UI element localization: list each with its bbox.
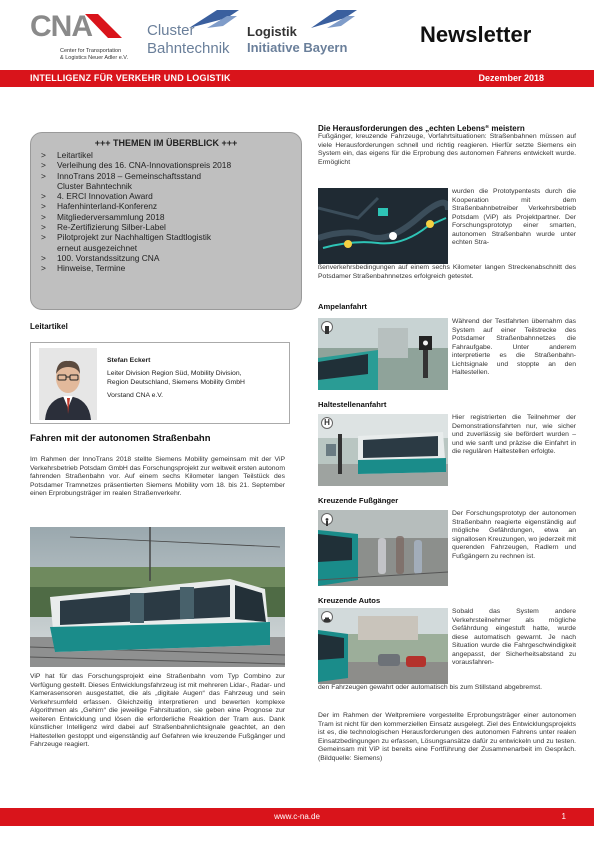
cna-logo-subline: Center for Transportation & Logistics Neuer Adler e.V. (60, 48, 128, 61)
themes-bullet: > (41, 201, 46, 212)
autos-paragraph-2: den Fahrzeugen gewahrt oder automatisch bis zum Stillstand abgebremst. (318, 684, 543, 691)
themes-item-label: InnoTrans 2018 – Gemeinschaftsstand (57, 170, 202, 181)
halte-photo (318, 414, 448, 486)
themes-item (31, 222, 301, 232)
logistik-wing-icon (309, 8, 359, 30)
halte-h-icon: H (321, 417, 333, 429)
cluster-logo-line2: Bahntechnik (147, 40, 230, 57)
themes-bullet: > (41, 191, 46, 202)
cna-logo-wordmark: CNA (30, 10, 92, 40)
tram-photo (30, 527, 285, 667)
autos-paragraph-1: Sobald das System andere Verkehrsteilnehmer als mögliche Gefährdung eingestuft hatte, wurde diese automatisch gewarnt. Je nach Situation wurde die Fahrgeschwindigkeit angepasst, der Sicherheitsabstand zu vorausfahren- (452, 608, 576, 666)
fuss-heading: Kreuzende Fußgänger (318, 496, 399, 505)
themes-item-label: erneut ausgezeichnet (57, 242, 138, 253)
author-role-1: Leiter Division Region Süd, Mobility Division, (107, 370, 242, 378)
themes-item-label: Re-Zertifizierung Silber-Label (57, 222, 166, 233)
tagline-band (0, 70, 594, 87)
cna-logo (30, 10, 140, 61)
themes-item (31, 253, 301, 263)
newsletter-title: Newsletter (420, 22, 532, 47)
themes-item (31, 243, 301, 253)
themes-item (31, 181, 301, 191)
article-heading: Fahren mit der autonomen Straßenbahn (30, 433, 211, 444)
halte-heading: Haltestellenanfahrt (318, 400, 387, 409)
author-name: Stefan Eckert (107, 357, 151, 364)
cluster-logo-line1: Cluster (147, 22, 195, 39)
themes-bullet: > (41, 232, 46, 243)
author-info (107, 357, 245, 401)
cluster-bahntechnik-logo (147, 8, 247, 57)
author-vorstand: Vorstand CNA e.V. (107, 392, 164, 400)
themes-item-label: 100. Vorstandssitzung CNA (57, 252, 160, 263)
themes-item-label: Hinweise, Termine (57, 263, 126, 274)
themes-item (31, 263, 301, 273)
challenges-paragraph-2: wurden die Prototypentests durch die Kooperation mit dem Straßenbahnbetreiber Verkehrsbetrieb Potsdam (ViP) als Projektpartner. Der Forschungsprototyp einer smarten, autonomen Straßenbahn wurde unter echten Stra- (452, 188, 576, 246)
themes-bullet: > (41, 211, 46, 222)
challenges-paragraph-3: ßenverkehrsbedingungen auf einem sechs Kilometer langen Streckenabschnitt des Potsdamer Straßenbahnnetzes erfolgreich getestet. (318, 264, 576, 280)
themes-bullet: > (41, 170, 46, 181)
ampel-heading: Ampelanfahrt (318, 302, 367, 311)
themes-bullet: > (41, 222, 46, 233)
article-intro: Im Rahmen der InnoTrans 2018 stellte Siemens Mobility gemeinsam mit der ViP Verkehrsbetrieb Potsdam GmbH das Forschungsprojekt zur weltweit ersten autonom fahrenden Straßenbahn vor. Auf einem sechs Kilometer langen Teilstück des Potsdamer Tramnetzes präsentierten Siemens Mobility vom 18. bis 21. September einen Erprobungsträger im realen Straßenverkehr. (30, 456, 285, 497)
challenges-paragraph-1: Fußgänger, kreuzende Fahrzeuge, Vorfahrtsituationen: Straßenbahnen müssen auf viele Herausforderungen schnell und richtig reagieren. Hierfür setzte Siemens ein System ein, das eigens für die Erprobung des autonomen Fahrens entwickelt wurde. Ermöglicht (318, 133, 576, 166)
autos-photo (318, 608, 448, 684)
footer-url[interactable]: www.c-na.de (274, 812, 320, 821)
pedestrian-icon (321, 513, 333, 525)
themes-bullet: > (41, 252, 46, 263)
themes-item-label: Cluster Bahntechnik (57, 180, 132, 191)
challenges-heading: Die Herausforderungen des „echten Lebens“ meistern (318, 124, 525, 133)
ampel-photo (318, 318, 448, 390)
themes-item (31, 171, 301, 181)
themes-item-label: Hafenhinterland-Konferenz (57, 201, 158, 212)
themes-item-label: Leitartikel (57, 150, 93, 160)
themes-item (31, 201, 301, 211)
issue-date: Dezember 2018 (478, 73, 544, 83)
leitartikel-heading: Leitartikel (30, 322, 68, 331)
ampel-paragraph: Während der Testfahrten übernahm das System auf einer Teilstrecke des Potsdamer Straßenbahnnetzes die Fahraufgabe. Unter anderem interpretierte es die Straßenbahn-Lichtsignale und stoppte an den Haltestellen. (452, 318, 576, 376)
themes-item-label: Mitgliederversammlung 2018 (57, 211, 165, 222)
article-vip-paragraph: ViP hat für das Forschungsprojekt eine Straßenbahn vom Typ Combino zur Verfügung gestellt. Dieses Entwicklungsfahrzeug ist mit mehreren Lidar-, Radar- und Kamerasensoren ausgestattet, die als „digitale Augen“ das Fahrzeug und sein Verkehrsumfeld erfassen. Gleichzeitig interpretieren und bewerten komplexe Algorithmen als „Gehirn“ die jeweilige Fahrsituation, sie geben eine Prognose zur weiteren Entwicklung und lösen die erforderliche Reaktion der Tram aus. Dank künstlicher Intelligenz wird dabei auf Straßenbahnlichtsignale geachtet, an den Haltestellen gestoppt und eigenständig auf Gefahren wie kreuzende Fußgänger und Fahrzeuge reagiert. (30, 673, 285, 748)
page-number: 1 (561, 812, 566, 821)
tagline: INTELLIGENZ FÜR VERKEHR UND LOGISTIK (30, 73, 231, 83)
author-photo (39, 348, 97, 420)
traffic-light-icon (321, 321, 333, 333)
themes-item (31, 232, 301, 242)
autos-paragraph-3: Der im Rahmen der Weltpremiere vorgestellte Erprobungsträger einer autonomen Tram ist nicht für den kommerziellen Einsatz ausgelegt. Ziel des Entwicklungsprojekts ist es, die technologischen Herausforderungen des autonomen Fahrens unter realen Einsatzbedingungen zu erfassen, Lösungsansätze dafür zu entwickeln und zu testen. Gemeinsam mit ViP ist bereits eine Fortführung der Zusammenarbeit im Gespräch. (Bildquelle: Siemens) (318, 712, 576, 762)
themes-item-label: Pilotprojekt zur Nachhaltigen Stadtlogistik (57, 232, 212, 243)
cluster-wing-icon (187, 8, 242, 30)
logistik-logo-line2: Initiative Bayern (247, 40, 348, 55)
header (0, 0, 594, 70)
fuss-photo (318, 510, 448, 586)
logistik-initiative-logo (247, 8, 367, 53)
themes-item (31, 160, 301, 170)
themes-item-label: Verleihung des 16. CNA-Innovationspreis 2018 (57, 160, 232, 171)
logistik-logo-line1: Logistik (247, 24, 297, 39)
halte-paragraph: Hier registrierten die Teilnehmer der Demonstrationsfahrten nur, wie sicher und zuverlässig sie befördert wurden – und wie sanft und präzise die Einfahrt in die regulären Haltestellen erfolgte. (452, 414, 576, 455)
fuss-paragraph: Der Forschungsprototyp der autonomen Straßenbahn reagierte eigenständig auf mögliche Gefährdungen, etwa an signallosen Kreuzungen, wo jederzeit mit querenden Fahrzeugen, Radlern und Fußgängern zu rechnen ist. (452, 510, 576, 560)
themes-item (31, 212, 301, 222)
themes-item (31, 191, 301, 201)
themes-overview-box (30, 132, 302, 310)
themes-heading: +++ THEMEN IM ÜBERBLICK +++ (94, 138, 238, 148)
author-role-2: Region Deutschland, Siemens Mobility GmbH (107, 378, 245, 386)
themes-item-label: 4. ERCI Innovation Award (57, 191, 153, 202)
autos-heading: Kreuzende Autos (318, 596, 381, 605)
car-icon (321, 611, 333, 623)
themes-bullet: > (41, 150, 46, 160)
author-box (30, 342, 290, 424)
route-map-image (318, 188, 448, 264)
themes-list (31, 150, 301, 274)
themes-bullet: > (41, 160, 46, 171)
themes-item (31, 150, 301, 160)
themes-bullet: > (41, 263, 46, 274)
footer-band (0, 808, 594, 826)
